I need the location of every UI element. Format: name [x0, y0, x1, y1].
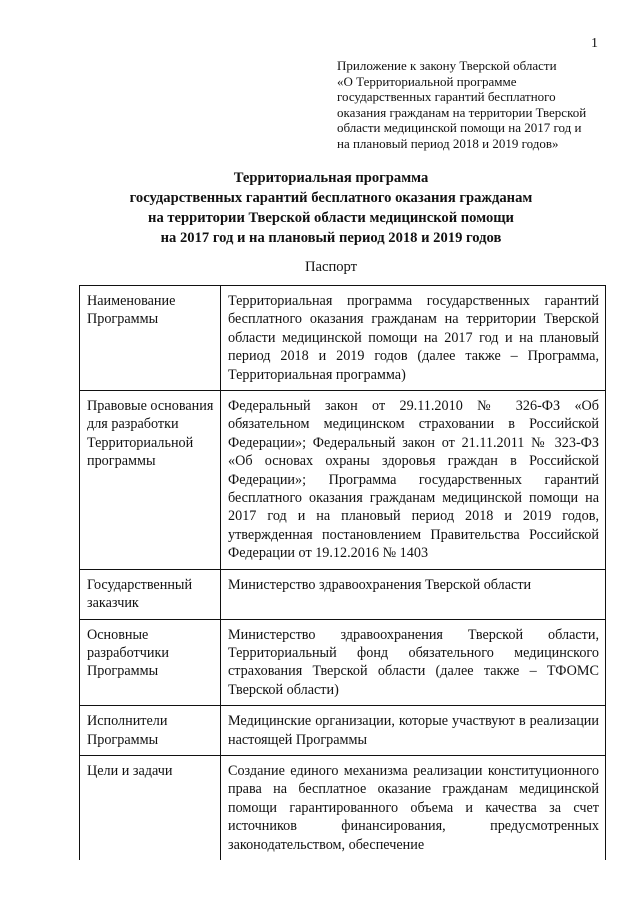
annex-line: области медицинской помощи на 2017 год и: [337, 120, 582, 136]
annex-line: государственных гарантий бесплатного: [337, 89, 556, 105]
row-value: Медицинские организации, которые участвуют в реализации настоящей Программы: [221, 706, 606, 756]
row-value: Территориальная программа государственных гарантий бесплатного оказания гражданам на территории Тверской области медицинской помощи на 2017 год и на плановый период 2018 и 2019 годов (далее также – Программа, Территориальная программа): [221, 286, 606, 391]
document-title: [60, 168, 602, 248]
row-label: Государственный заказчик: [80, 569, 221, 619]
table-row: [80, 755, 606, 860]
table-row: [80, 286, 606, 391]
table-row: [80, 706, 606, 756]
row-label: Основные разработчики Программы: [80, 619, 221, 706]
row-label: Исполнители Программы: [80, 706, 221, 756]
row-value: Создание единого механизма реализации конституционного права на бесплатное оказание гражданам медицинской помощи гарантированного объема и качества за счет источников финансирования, предусмотренных законодательством, обеспечение: [221, 755, 606, 860]
row-label: Наименование Программы: [80, 286, 221, 391]
title-line: Территориальная программа: [233, 170, 429, 186]
title-line: на территории Тверской области медицинской помощи: [148, 210, 514, 226]
passport-table: [79, 285, 606, 860]
table-row: [80, 569, 606, 619]
row-label: Цели и задачи: [80, 755, 221, 860]
page-number: 1: [591, 36, 598, 51]
title-line: на 2017 год и на плановый период 2018 и 2019 годов: [160, 230, 502, 246]
annex-line: на плановый период 2018 и 2019 годов»: [337, 135, 559, 151]
row-value: Министерство здравоохранения Тверской области: [221, 569, 606, 619]
passport-heading: Паспорт: [304, 259, 358, 275]
table-row: [80, 391, 606, 570]
annex-line: Приложение к закону Тверской области: [337, 58, 557, 73]
row-label: Правовые основания для разработки Территориальной программы: [80, 391, 221, 570]
row-value: Министерство здравоохранения Тверской области, Территориальный фонд обязательного медицинского страхования Тверской области (далее также – ТФОМС Тверской области): [221, 619, 606, 706]
table-row: [80, 619, 606, 706]
title-line: государственных гарантий бесплатного оказания гражданам: [129, 190, 533, 206]
row-value: Федеральный закон от 29.11.2010 № 326-ФЗ «Об обязательном медицинском страховании в Российской Федерации»; Федеральный закон от 21.11.2011 № 323-ФЗ «Об основах охраны здоровья граждан в Российской Федерации»; Программа государственных гарантий бесплатного оказания гражданам медицинской помощи на 2017 год и на плановый период 2018 и 2019 годов, утвержденная постановлением Правительства Российской Федерации от 19.12.2016 № 1403: [221, 391, 606, 570]
annex-note: [337, 58, 599, 152]
annex-line: оказания гражданам на территории Тверской: [337, 104, 587, 120]
annex-line: «О Территориальной программе: [337, 73, 517, 89]
